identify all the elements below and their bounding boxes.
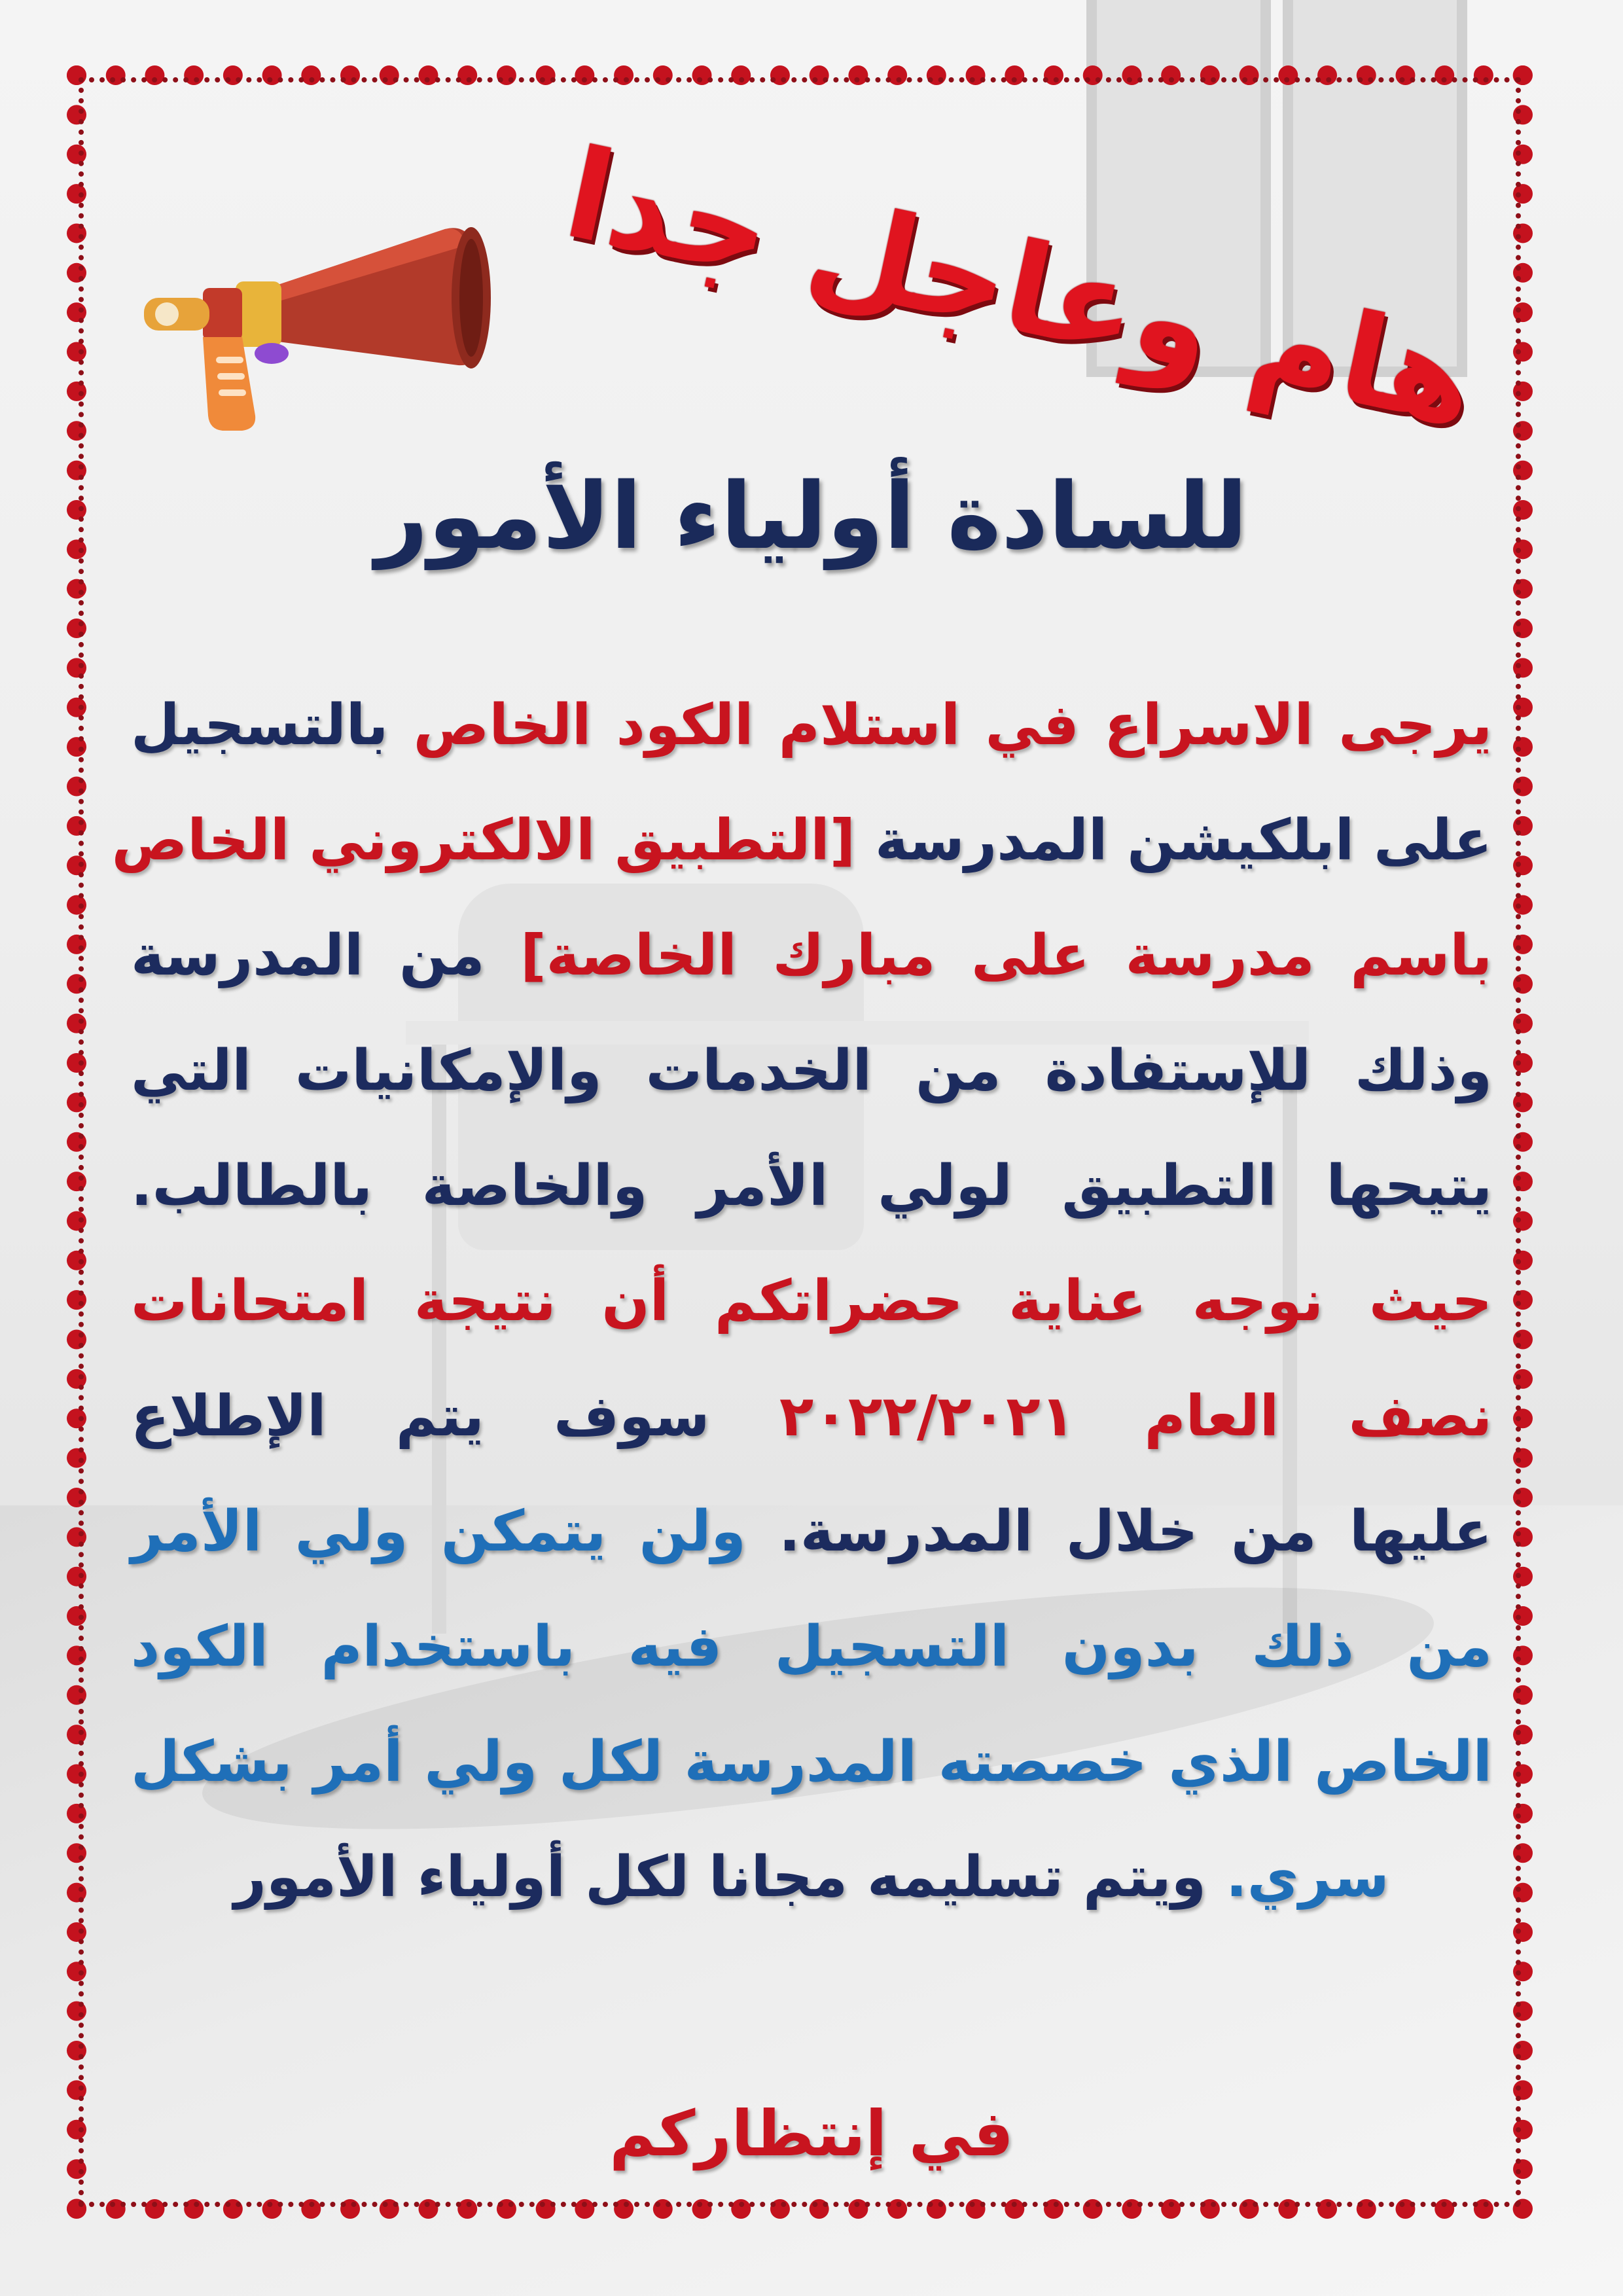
body-line-7: [131, 1359, 1492, 1474]
body-line-6: حيث نوجه عناية حضراتكم أن نتيجة امتحانات: [131, 1268, 1492, 1334]
body-line-1: [131, 668, 1492, 783]
body-line-11: [131, 1820, 1492, 1935]
body-text: على ابلكيشن المدرسة: [875, 808, 1492, 873]
body-line-8: [131, 1474, 1492, 1589]
closing-text: في إنتظاركم: [609, 2097, 1014, 2170]
body-text: يرجى الاسراع في استلام الكود الخاص: [413, 692, 1492, 758]
body-line-10: الخاص الذي خصصته المدرسة لكل ولي أمر بشكل: [131, 1729, 1492, 1795]
urgent-headline: هام وعاجل جدا: [554, 120, 1488, 455]
body-line-5: يتيحها التطبيق لولي الأمر والخاصة بالطالب.: [131, 1153, 1492, 1219]
body-text: سوف يتم الإطلاع: [131, 1384, 710, 1449]
body-line-2: [111, 783, 1492, 898]
school-year: ٢٠٢٢/٢٠٢١: [779, 1384, 1075, 1449]
body-line-9: من ذلك بدون التسجيل فيه باستخدام الكود: [131, 1614, 1492, 1679]
body-text: عليها من خلال المدرسة.: [779, 1499, 1493, 1564]
announcement-body: [111, 668, 1493, 1935]
body-text: بالتسجيل: [131, 692, 389, 758]
body-text: سري.: [1226, 1844, 1389, 1910]
body-text: [التطبيق الالكتروني الخاص: [111, 808, 856, 873]
body-text: باسم مدرسة على مبارك الخاصة]: [520, 923, 1492, 988]
body-text: ويتم تسليمه مجانا لكل أولياء الأمور: [234, 1844, 1207, 1910]
page-title: للسادة أولياء الأمور: [375, 463, 1248, 570]
body-line-3: [131, 898, 1492, 1013]
body-text: ولن يتمكن ولي الأمر: [131, 1499, 746, 1564]
body-text: نصف العام: [1144, 1384, 1492, 1449]
body-line-4: وذلك للإستفادة من الخدمات والإمكانيات التي: [131, 1038, 1492, 1103]
body-text: من المدرسة: [131, 923, 485, 988]
megaphone-icon: [105, 190, 497, 439]
